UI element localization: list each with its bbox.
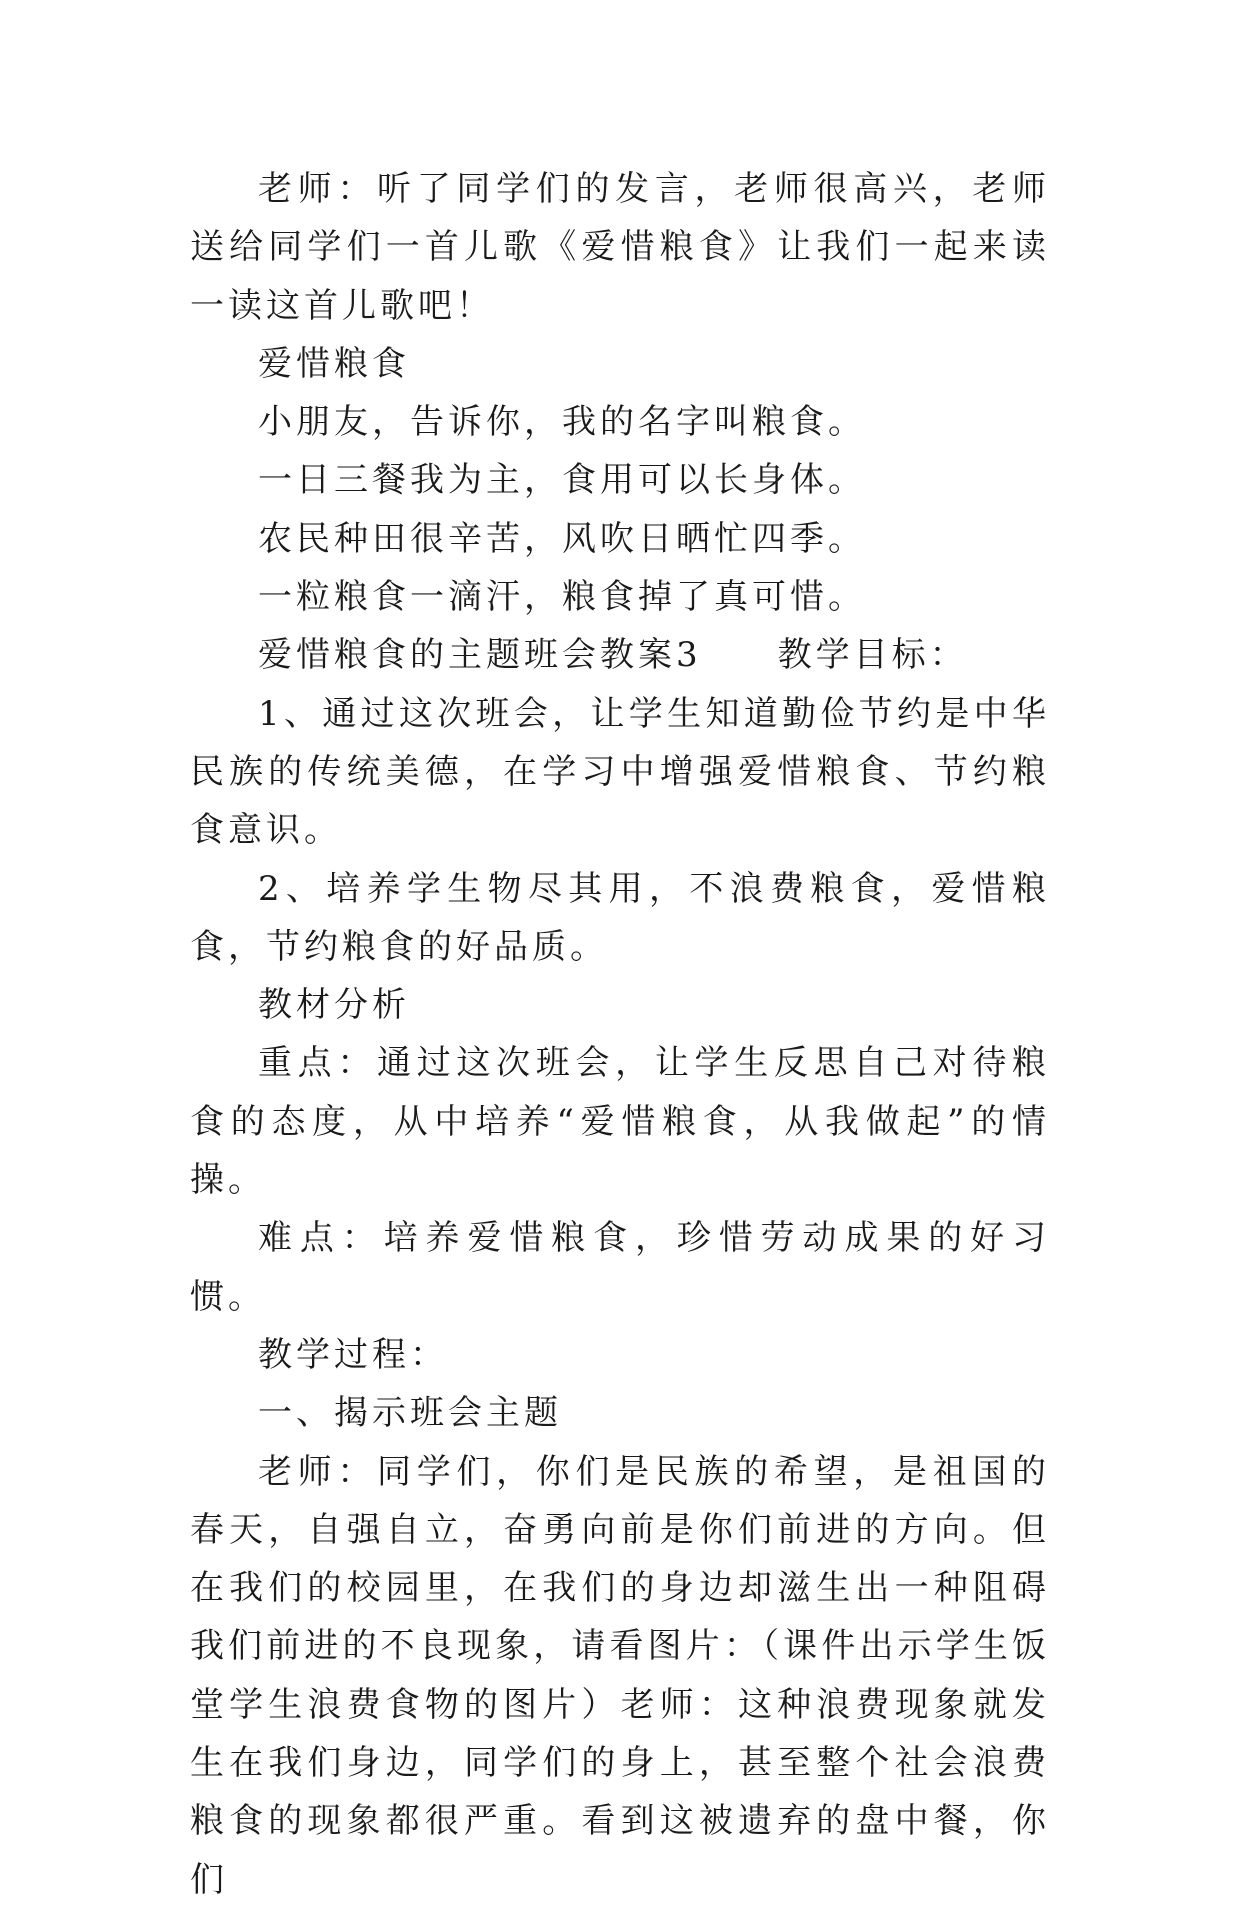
poem-title: 爱惜粮食 — [258, 343, 410, 384]
poem-line-2: 一日三餐我为主，食用可以长身体。 — [258, 460, 866, 501]
paragraph-teacher-intro: 老师：听了同学们的发言，老师很高兴，老师送给同学们一首儿歌《爱惜粮食》让我们一起来读一读这首儿歌吧！ — [190, 169, 1050, 326]
heading-material-analysis: 教材分析 — [258, 985, 410, 1026]
poem-line-3: 农民种田很辛苦，风吹日晒忙四季。 — [258, 518, 866, 559]
heading-teaching-process: 教学过程： — [258, 1334, 448, 1375]
step-1-heading: 一、揭示班会主题 — [258, 1393, 562, 1434]
poem-line-1: 小朋友，告诉你，我的名字叫粮食。 — [258, 402, 866, 443]
objective-2: 2、培养学生物尽其用，不浪费粮食，爱惜粮食，节约粮食的好品质。 — [190, 868, 1050, 967]
document-body — [190, 160, 1050, 1909]
difficult-point: 难点：培养爱惜粮食，珍惜劳动成果的好习惯。 — [190, 1218, 1050, 1317]
paragraph-teacher-speech: 老师：同学们，你们是民族的希望，是祖国的春天，自强自立，奋勇向前是你们前进的方向。但在我们的校园里，在我们的身边却滋生出一种阻碍我们前进的不良现象，请看图片：（课件出示学生饭堂学生浪费食物的图片）老师：这种浪费现象就发生在我们身边，同学们的身上，甚至整个社会浪费粮食的现象都很严重。看到这被遗弃的盘中餐，你们 — [190, 1451, 1050, 1900]
poem-line-4: 一粒粮食一滴汗，粮食掉了真可惜。 — [258, 577, 866, 618]
section-heading-lesson-plan: 爱惜粮食的主题班会教案3 教学目标： — [258, 635, 968, 676]
key-point: 重点：通过这次班会，让学生反思自己对待粮食的态度，从中培养“爱惜粮食，从我做起”的情操。 — [190, 1043, 1050, 1201]
objective-1: 1、通过这次班会，让学生知道勤俭节约是中华民族的传统美德，在学习中增强爱惜粮食、节约粮食意识。 — [190, 693, 1050, 851]
